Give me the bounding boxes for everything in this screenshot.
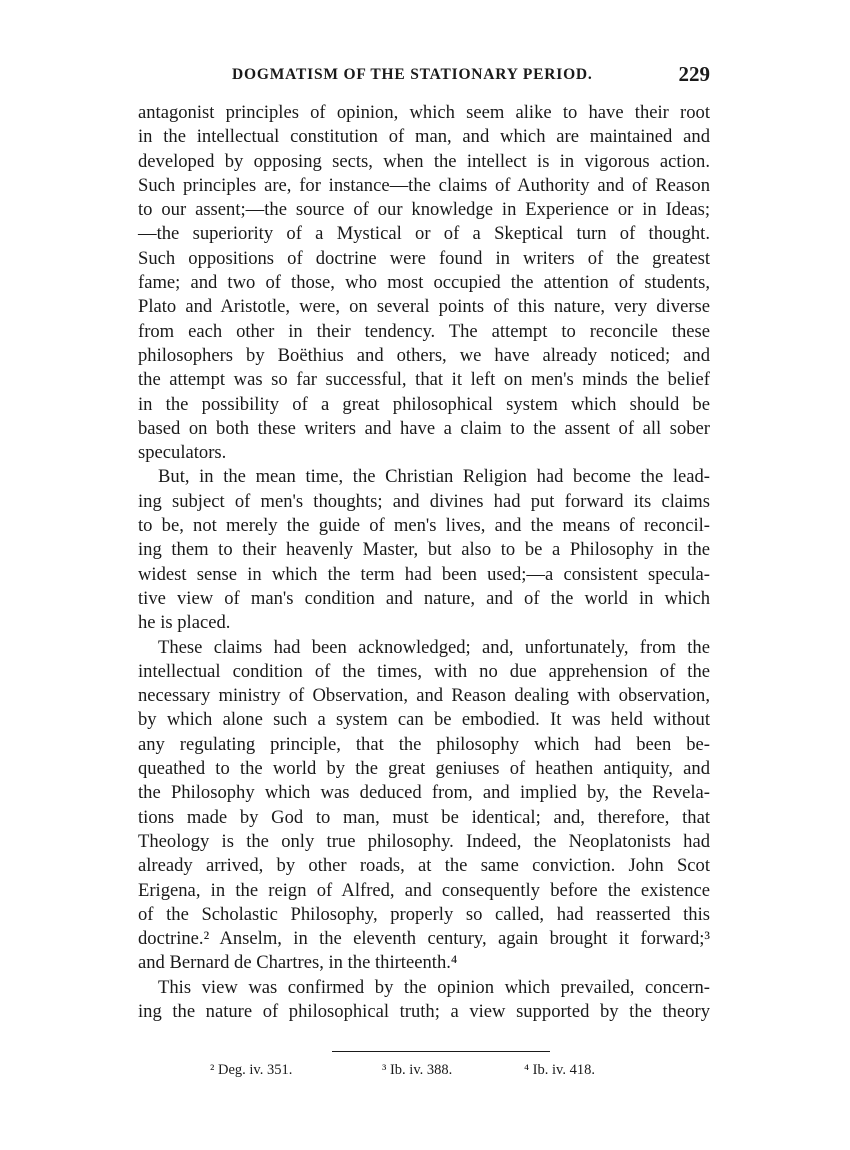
text-line: based on both these writers and have a claim to the assent of all sober	[138, 417, 710, 439]
text-line: Theology is the only true philosophy. Indeed, the Neoplatonists had	[138, 830, 710, 852]
text-line: already arrived, by other roads, at the same conviction. John Scot	[138, 855, 710, 877]
text-line: queathed to the world by the great geniuses of heathen antiquity, and	[138, 758, 710, 780]
text-line: Such principles are, for instance—the claims of Authority and of Reason	[138, 174, 710, 196]
text-line: fame; and two of those, who most occupied the attention of students,	[138, 272, 710, 294]
text-line: in the possibility of a great philosophical system which should be	[138, 393, 710, 415]
footnote-4: ⁴ Ib. iv. 418.	[524, 1062, 595, 1078]
text-line: Such oppositions of doctrine were found in writers of the greatest	[138, 247, 710, 269]
text-line: any regulating principle, that the philosophy which had been be-	[138, 733, 710, 755]
text-line: ing subject of men's thoughts; and divines had put forward its claims	[138, 490, 710, 512]
text-line: doctrine.² Anselm, in the eleventh century, again brought it forward;³	[138, 928, 710, 950]
text-line: from each other in their tendency. The attempt to reconcile these	[138, 320, 710, 342]
page-number: 229	[678, 62, 710, 86]
text-line: by which alone such a system can be embodied. It was held without	[138, 709, 710, 731]
text-line: tions made by God to man, must be identical; and, therefore, that	[138, 806, 710, 828]
text-line: ing the nature of philosophical truth; a view supported by the theory	[138, 1000, 710, 1022]
text-line: These claims had been acknowledged; and, unfortunately, from the	[158, 636, 710, 658]
text-line: speculators.	[138, 442, 227, 464]
text-line: to our assent;—the source of our knowledge in Experience or in Ideas;	[138, 199, 710, 221]
text-line: he is placed.	[138, 612, 231, 634]
text-line: widest sense in which the term had been used;—a consistent specula-	[138, 563, 710, 585]
text-line: and Bernard de Chartres, in the thirteenth.⁴	[138, 952, 458, 974]
text-line: Plato and Aristotle, were, on several points of this nature, very diverse	[138, 296, 710, 318]
text-line: the attempt was so far successful, that it left on men's minds the belief	[138, 369, 710, 391]
text-line: tive view of man's condition and nature, and of the world in which	[138, 587, 710, 609]
text-line: necessary ministry of Observation, and Reason dealing with observation,	[138, 685, 710, 707]
footnote-2: ² Deg. iv. 351.	[210, 1062, 293, 1078]
footnotes	[210, 1062, 640, 1084]
running-title: DOGMATISM OF THE STATIONARY PERIOD.	[232, 66, 593, 83]
text-line: philosophers by Boëthius and others, we have already noticed; and	[138, 344, 710, 366]
running-head	[138, 62, 710, 90]
text-line: —the superiority of a Mystical or of a Skeptical turn of thought.	[138, 223, 710, 245]
text-line: to be, not merely the guide of men's lives, and the means of reconcil-	[138, 515, 710, 537]
text-line: in the intellectual constitution of man, and which are maintained and	[138, 126, 710, 148]
text-line: antagonist principles of opinion, which seem alike to have their root	[138, 102, 710, 123]
text-line: But, in the mean time, the Christian Religion had become the lead-	[158, 466, 710, 488]
text-line: of the Scholastic Philosophy, properly so called, had reasserted this	[138, 903, 710, 925]
text-line: the Philosophy which was deduced from, and implied by, the Revela-	[138, 782, 710, 804]
body-text	[138, 101, 710, 1024]
footnote-rule	[332, 1051, 550, 1052]
text-line: This view was confirmed by the opinion which prevailed, concern-	[158, 976, 710, 998]
text-line: developed by opposing sects, when the intellect is in vigorous action.	[138, 150, 710, 172]
text-line: ing them to their heavenly Master, but also to be a Philosophy in the	[138, 539, 710, 561]
text-line: intellectual condition of the times, with no due apprehension of the	[138, 660, 710, 682]
footnote-3: ³ Ib. iv. 388.	[382, 1062, 453, 1078]
text-line: Erigena, in the reign of Alfred, and consequently before the existence	[138, 879, 710, 901]
